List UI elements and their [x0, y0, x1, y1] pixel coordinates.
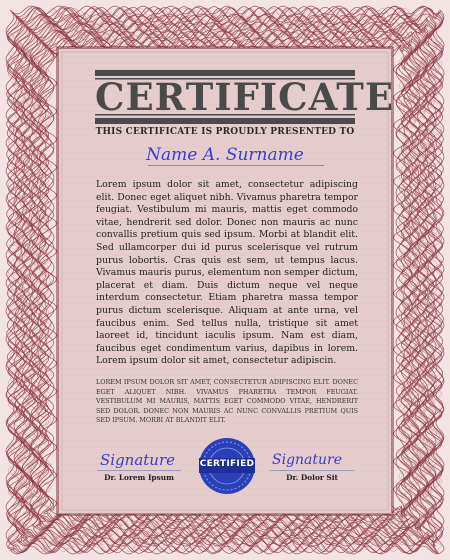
fine-print-paragraph: LOREM IPSUM DOLOR SIT AMET, CONSECTETUR ADIPISCING ELIT. DONEC EGET ALIQUET NIBH. VIVAMUS PHARETRA TEMPOR FEUGIAT. VESTIBULUM MI MAURIS, MATTIS EGET COMMODO VITAE, HENDRERIT SED DOLOR. DONEC NON MAURIS AC NUNC CONVALLIS PRETIUM QUIS SED IPSUM. MORBI AT BLANDIT ELIT.: [96, 378, 358, 425]
signature-right-line: [270, 470, 354, 471]
certificate-title: CERTIFICATE: [95, 75, 395, 119]
body-paragraph: Lorem ipsum dolor sit amet, consectetur adipiscing elit. Donec eget aliquet nibh. Vivamus pharetra tempor feugiat. Vestibulum mi mauris, mattis eget commodo vitae, hendrerit sed dolor. Donec non mauris ac nunc convallis pretium quis sed ipsum. Morbi at blandit elit. Sed ullamcorper dui id purus scelerisque vel rutrum purus lobortis. Cras quis est sem, ut tempus lacus. Vivamus mauris purus, elementum non semper dictum, placerat et diam. Duis dictum neque vel neque interdum consectetur. Etiam pharetra massa tempor purus dictum scelerisque. Aliquam at ante urna, vel faucibus enim. Sed tellus nulla, tristique sit amet laoreet id, tincidunt iaculis ipsum. Nam est diam, faucibus eget condimentum varius, dapibus in lorem. Lorem ipsum dolor sit amet, consectetur adipiscin.: [96, 179, 358, 367]
signature-right-name: Dr. Dolor Sit: [286, 473, 338, 482]
signature-right-script: Signature: [272, 452, 343, 468]
recipient-name: Name A. Surname: [146, 145, 304, 165]
signature-left-script: Signature: [100, 451, 176, 469]
seal-label: CERTIFIED: [199, 459, 255, 469]
signature-left-name: Dr. Lorem Ipsum: [104, 473, 174, 482]
name-underline: [148, 165, 324, 166]
signature-left-line: [97, 470, 181, 471]
presented-to-line: THIS CERTIFICATE IS PROUDLY PRESENTED TO: [95, 127, 355, 137]
